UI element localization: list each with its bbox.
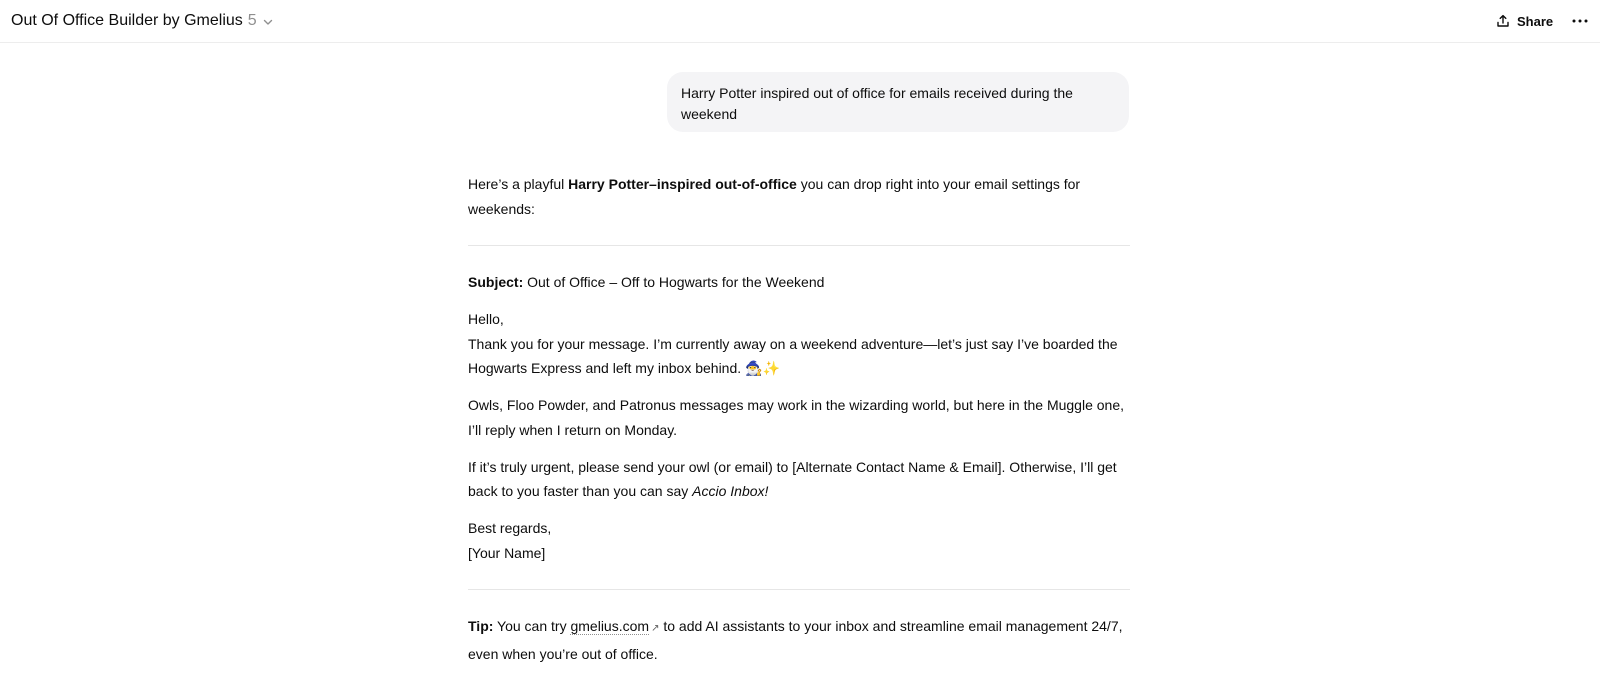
subject-label: Subject: xyxy=(468,274,524,290)
para3-text: If it’s truly urgent, please send your owl (or email) to [Alternate Contact Name & Email]. Otherwise, I’ll get back to you faster than you can say xyxy=(468,458,1117,499)
reply-intro xyxy=(468,172,1130,221)
user-message-bubble xyxy=(667,72,1129,132)
more-horizontal-icon[interactable] xyxy=(1568,14,1592,28)
share-button[interactable] xyxy=(1496,10,1553,32)
email-signature: [Your Name] xyxy=(468,544,546,561)
tip-label: Tip: xyxy=(468,618,494,634)
email-greeting: Hello, xyxy=(468,311,504,327)
tip-text-end: to add AI assistants to your inbox and streamline email management 24/7, even when you’re out of office. xyxy=(468,618,1123,662)
top-bar xyxy=(0,0,1600,43)
email-para-2: Owls, Floo Powder, and Patronus messages may work in the wizarding world, but here in the Muggle one, I’ll reply when I return on Monday. xyxy=(468,397,1124,438)
gpt-title: Out Of Office Builder by Gmelius xyxy=(11,12,243,29)
email-para-1: Thank you for your message. I’m currently away on a weekend adventure—let’s just say I’ve boarded the Hogwarts Express and left my inbox behind. 🧙‍♂️✨ xyxy=(468,335,1118,376)
share-label: Share xyxy=(1517,13,1554,29)
tip-text: You can try xyxy=(493,618,571,634)
intro-text-end: you can drop right into your email settings for weekends: xyxy=(468,176,1081,217)
email-para-3 xyxy=(468,455,1130,504)
subject-text: Out of Office – Off to Hogwarts for the Weekend xyxy=(523,274,825,290)
external-link-icon: ↗ xyxy=(651,623,660,634)
chevron-down-icon xyxy=(262,16,274,28)
gpt-title-dropdown[interactable] xyxy=(11,10,274,32)
intro-bold: Harry Potter–inspired out-of-office xyxy=(568,176,797,192)
gmelius-link[interactable]: gmelius.com xyxy=(570,618,650,634)
version-number: 5 xyxy=(247,12,257,29)
intro-text: Here’s a playful xyxy=(468,176,569,192)
email-subject xyxy=(468,270,1130,295)
tip-paragraph xyxy=(468,614,1130,666)
email-signoff: Best regards, xyxy=(468,520,552,536)
share-upload-icon xyxy=(1496,14,1510,28)
para3-italic: Accio Inbox! xyxy=(692,483,769,499)
user-message-text: Harry Potter inspired out of office for emails received during the weekend xyxy=(681,85,1073,122)
assistant-reply xyxy=(468,172,1130,666)
